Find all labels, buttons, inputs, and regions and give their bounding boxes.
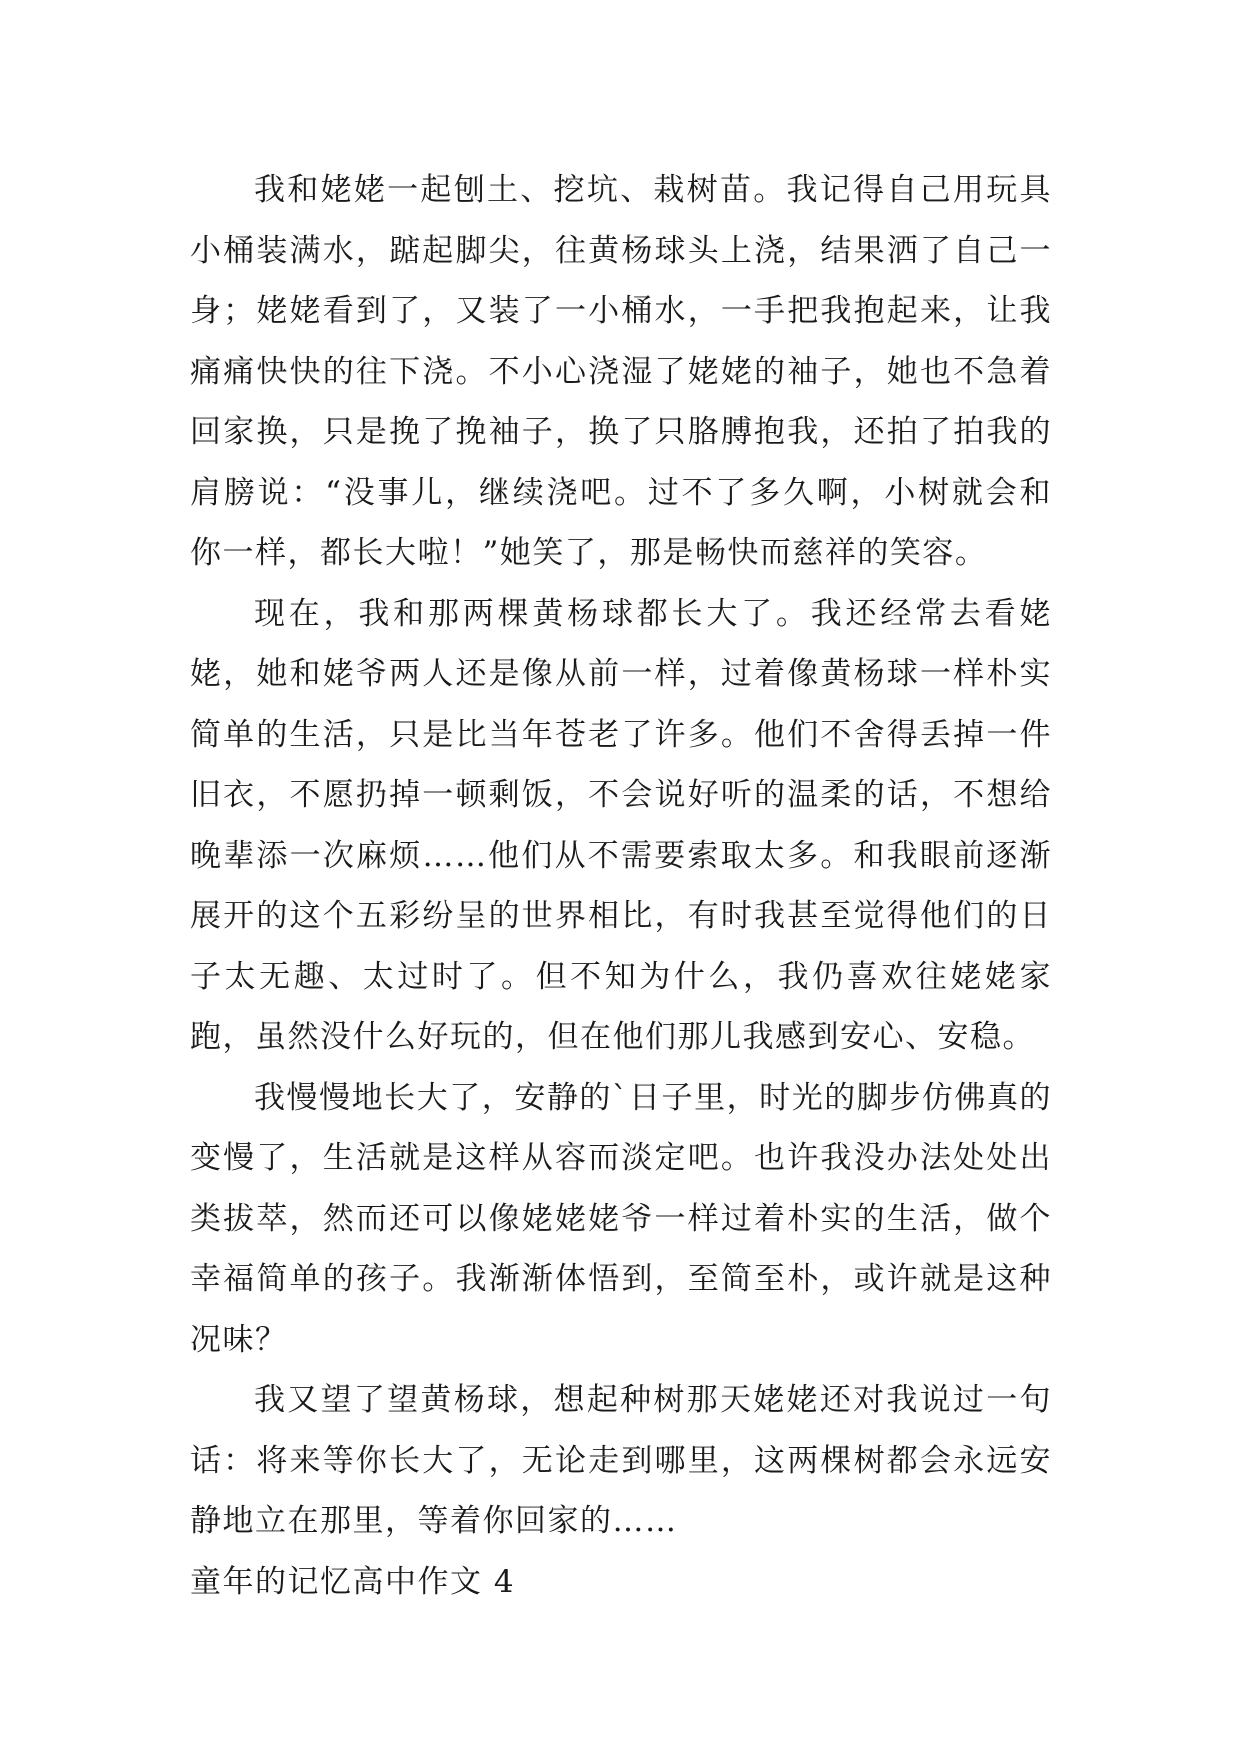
paragraph-planting-trees: 我和姥姥一起刨土、挖坑、栽树苗。我记得自己用玩具小桶装满水，踮起脚尖，往黄杨球头上浇，结果洒了自己一身；姥姥看到了，又装了一小桶水，一手把我抱起来，让我痛痛快快的往下浇。不小心浇湿了姥姥的袖子，她也不急着回家换，只是挽了挽袖子，换了只胳膊抱我，还拍了拍我的肩膀说：“没事儿，继续浇吧。过不了多久啊，小树就会和你一样，都长大啦！”她笑了，那是畅快而慈祥的笑容。 [190,172,1052,571]
essay-title: 童年的记忆高中作文 4 [190,1563,516,1600]
paragraph-growing-slowly: 我慢慢地长大了，安静的`日子里，时光的脚步仿佛真的变慢了，生活就是这样从容而淡定吧。也许我没办法处处出类拔萃，然而还可以像姥姥姥爷一样过着朴实的生活，做个幸福简单的孩子。我渐渐体悟到，至简至朴，或许就是这种况味？ [190,1079,1052,1358]
paragraph-grown-up-now: 现在，我和那两棵黄杨球都长大了。我还经常去看姥姥，她和姥爷两人还是像从前一样，过着像黄杨球一样朴实简单的生活，只是比当年苍老了许多。他们不舍得丢掉一件旧衣，不愿扔掉一顿剩饭，不会说好听的温柔的话，不想给晚辈添一次麻烦……他们从不需要索取太多。和我眼前逐渐展开的这个五彩纷呈的世界相比，有时我甚至觉得他们的日子太无趣、太过时了。但不知为什么，我仍喜欢往姥姥家跑，虽然没什么好玩的，但在他们那儿我感到安心、安稳。 [190,595,1052,1055]
document-page [190,160,1052,1612]
paragraph-grandma-words: 我又望了望黄杨球，想起种树那天姥姥还对我说过一句话：将来等你长大了，无论走到哪里，这两棵树都会永远安静地立在那里，等着你回家的…… [190,1382,1052,1539]
